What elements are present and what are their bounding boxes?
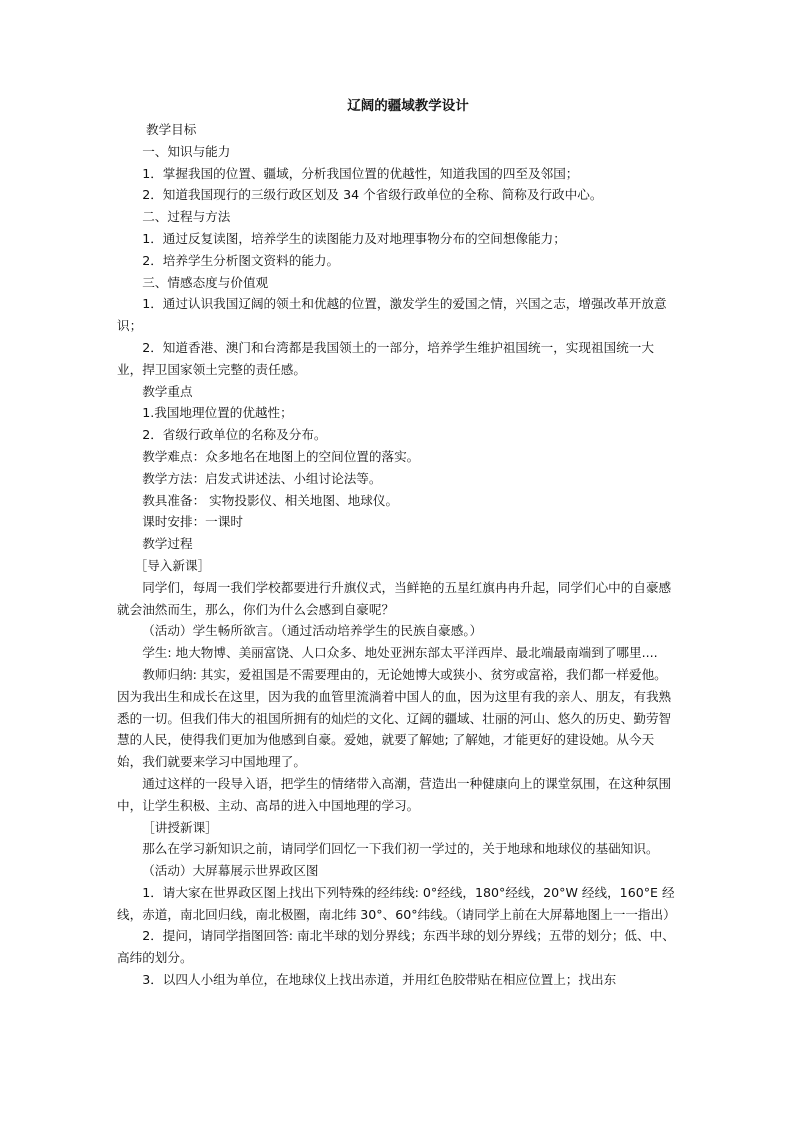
paragraph: 课时安排：一课时 <box>142 514 243 530</box>
paragraph: ［导入新课］ <box>134 557 211 573</box>
paragraph: 1．请大家在世界政区图上找出下列特殊的经纬线: 0°经线，180°经线，20°W 经线，160°E 经线，赤道，南北回归线，南北极圈，南北纬 30°、60°纬线。（请同学上前在大屏幕地图上一一指出） <box>117 884 676 922</box>
paragraph: ［讲授新课］ <box>142 819 218 835</box>
paragraph: 2．培养学生分析图文资料的能力。 <box>142 252 340 268</box>
paragraph: 教学难点：众多地名在地图上的空间位置的落实。 <box>142 448 420 464</box>
paragraph: 2．知道香港、澳门和台湾都是我国领土的一部分，培养学生维护祖国统一，实现祖国统一大业，捍卫国家领土完整的责任感。 <box>117 339 654 377</box>
paragraph: （活动）学生畅所欲言。（通过活动培养学生的民族自豪感。） <box>142 623 483 639</box>
paragraph: 学生: 地大物博、美丽富饶、人口众多、地处亚洲东部太平洋西岸、最北端最南端到了哪里.... <box>142 645 658 661</box>
paragraph: 2．知道我国现行的三级行政区划及 34 个省级行政单位的全称、简称及行政中心。 <box>142 187 603 203</box>
paragraph: 2．提问，请同学指图回答: 南北半球的划分界线；东西半球的划分界线；五带的划分；低、中、高纬的划分。 <box>117 928 675 966</box>
paragraph: 2．省级行政单位的名称及分布。 <box>142 427 327 443</box>
paragraph: 1．通过反复读图，培养学生的读图能力及对地理事物分布的空间想像能力； <box>142 230 566 246</box>
document-page <box>117 95 679 991</box>
paragraph: 同学们，每周一我们学校都要进行升旗仪式，当鲜艳的五星红旗冉冉升起，同学们心中的自豪感就会油然而生，那么，你们为什么会感到自豪呢？ <box>117 579 672 617</box>
document-title: 辽阔的疆域教学设计 <box>347 98 469 114</box>
paragraph: 1.我国地理位置的优越性； <box>142 405 293 421</box>
paragraph: 三、情感态度与价值观 <box>142 274 269 290</box>
document-body <box>117 119 679 991</box>
paragraph: 教学目标 <box>145 122 197 137</box>
paragraph: （活动）大屏幕展示世界政区图 <box>142 863 319 879</box>
paragraph: 通过这样的一段导入语，把学生的情绪带入高潮，营造出一种健康向上的课堂氛围，在这种氛围中，让学生积极、主动、高昂的进入中国地理的学习。 <box>117 775 672 813</box>
paragraph: 3．以四人小组为单位，在地球仪上找出赤道，并用红色胶带贴在相应位置上；找出东 <box>142 972 617 988</box>
paragraph: 1．掌握我国的位置、疆域，分析我国位置的优越性，知道我国的四至及邻国； <box>142 165 579 181</box>
paragraph: 教学重点 <box>142 383 193 399</box>
paragraph: 二、过程与方法 <box>142 209 231 225</box>
paragraph: 一、知识与能力 <box>142 143 231 159</box>
paragraph: 那么在学习新知识之前，请同学们回忆一下我们初一学过的，关于地球和地球仪的基础知识。 <box>142 841 659 857</box>
paragraph: 1．通过认识我国辽阔的领土和优越的位置，激发学生的爱国之情，兴国之志，增强改革开放意识； <box>117 296 667 334</box>
paragraph: 教学方法：启发式讲述法、小组讨论法等。 <box>142 470 382 486</box>
paragraph: 教具准备： 实物投影仪、相关地图、地球仪。 <box>142 492 399 508</box>
paragraph: 教学过程 <box>142 536 193 552</box>
paragraph: 教师归纳: 其实，爱祖国是不需要理由的，无论她博大或狭小、贫穷或富裕，我们都一样爱他。因为我出生和成长在这里，因为我的血管里流淌着中国人的血，因为这里有我的亲人、朋友，有我熟悉的一切。但我们伟大的祖国所拥有的灿烂的文化、辽阔的疆域、壮丽的河山、悠久的历史、勤劳智慧的人民，使得我们更加为他感到自豪。爱她，就要了解她; 了解她，才能更好的建设她。从今天始，我们就要来学习中国地理了。 <box>117 666 672 770</box>
